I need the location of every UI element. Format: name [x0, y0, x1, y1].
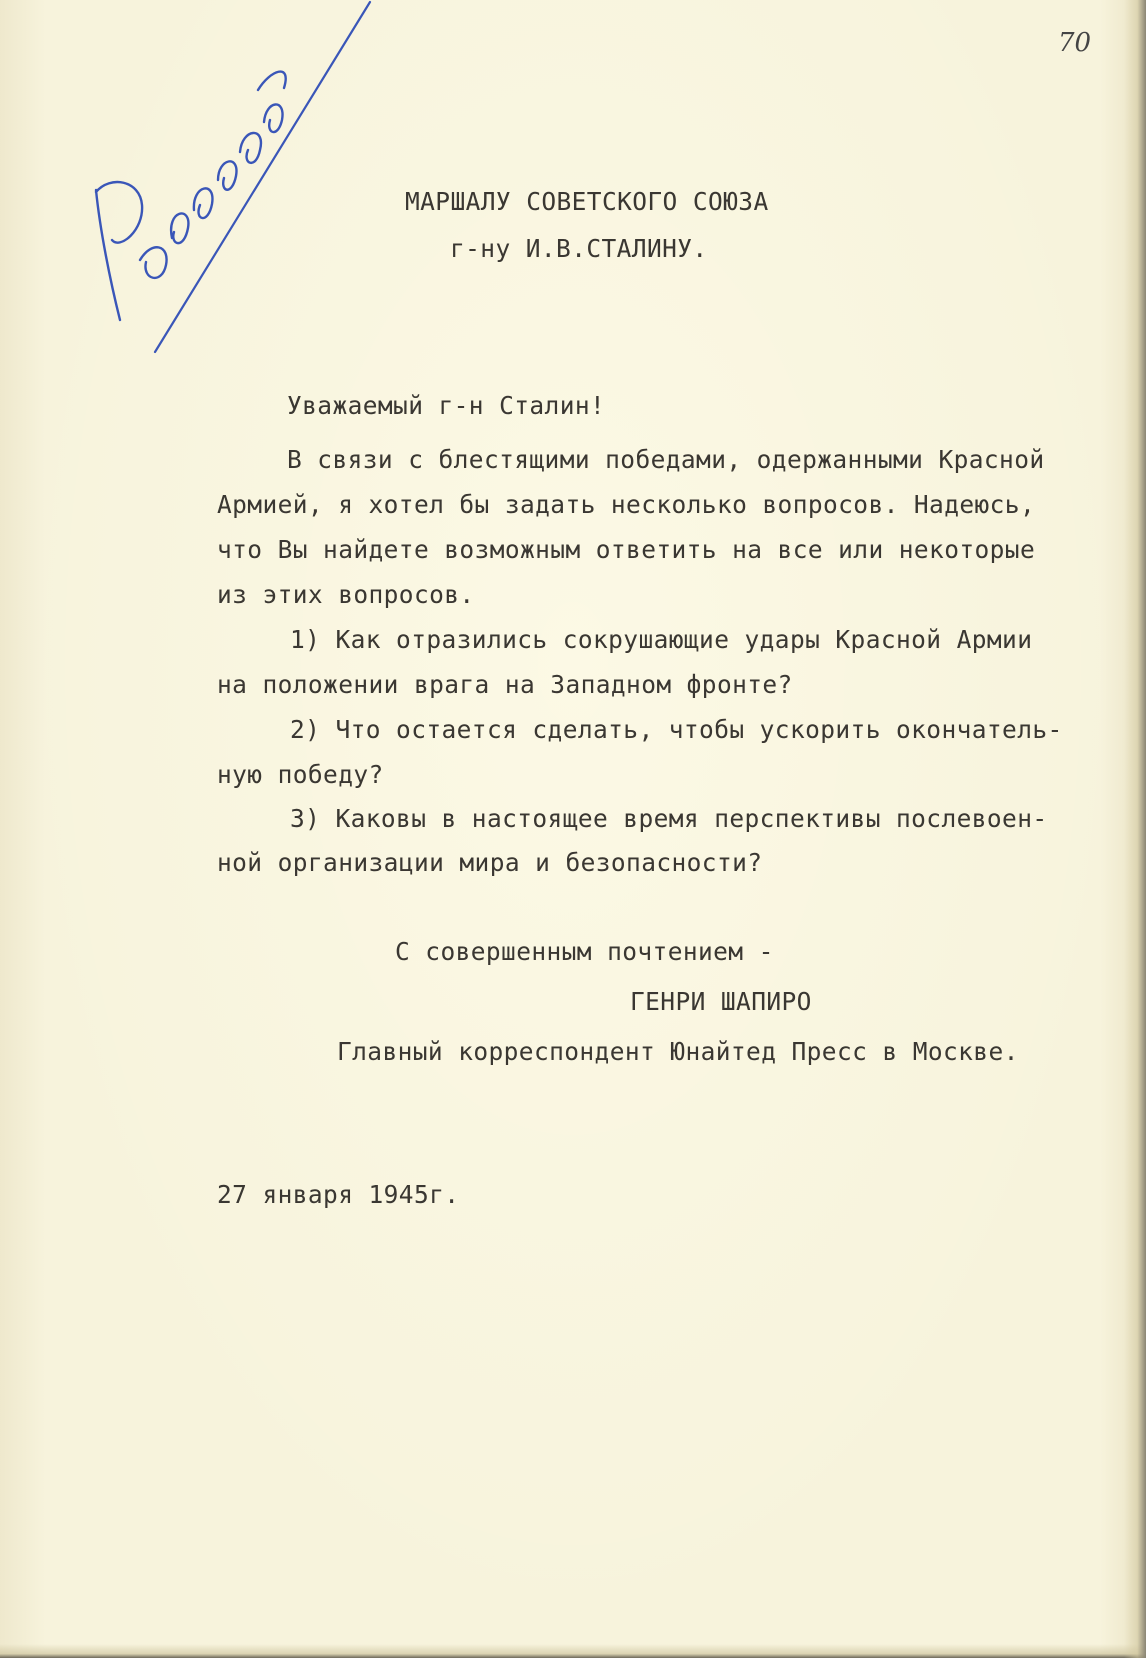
- addressee-line-2: г-ну И.В.СТАЛИНУ.: [450, 234, 708, 263]
- body-line: В связи с блестящими победами, одержанными Красной: [287, 445, 1045, 474]
- body-line: из этих вопросов.: [217, 580, 475, 609]
- closing: С совершенным почтением -: [395, 937, 774, 966]
- resolution-slash-line: [155, 2, 370, 352]
- handwritten-resolution-mark: [70, 0, 390, 360]
- addressee-line-1: МАРШАЛУ СОВЕТСКОГО СОЮЗА: [405, 187, 769, 216]
- page-number: 70: [1058, 28, 1092, 58]
- question-3: 3) Каковы в настоящее время перспективы послевоен-: [290, 804, 1048, 833]
- body-line: Армией, я хотел бы задать несколько вопросов. Надеюсь,: [217, 490, 1036, 519]
- body-line: ной организации мира и безопасности?: [217, 848, 763, 877]
- body-line: на положении врага на Западном фронте?: [217, 670, 793, 699]
- signature-title: Главный корреспондент Юнайтед Пресс в Москве.: [337, 1037, 1019, 1066]
- resolution-scribble: [96, 72, 286, 320]
- question-1: 1) Как отразились сокрушающие удары Красной Армии: [290, 625, 1033, 654]
- body-line: ную победу?: [217, 760, 384, 789]
- question-2: 2) Что остается сделать, чтобы ускорить окончатель-: [290, 715, 1063, 744]
- body-line: что Вы найдете возможным ответить на все или некоторые: [217, 535, 1036, 564]
- document-date: 27 января 1945г.: [217, 1180, 460, 1209]
- signature-name: ГЕНРИ ШАПИРО: [630, 987, 812, 1016]
- salutation: Уважаемый г-н Сталин!: [287, 391, 606, 420]
